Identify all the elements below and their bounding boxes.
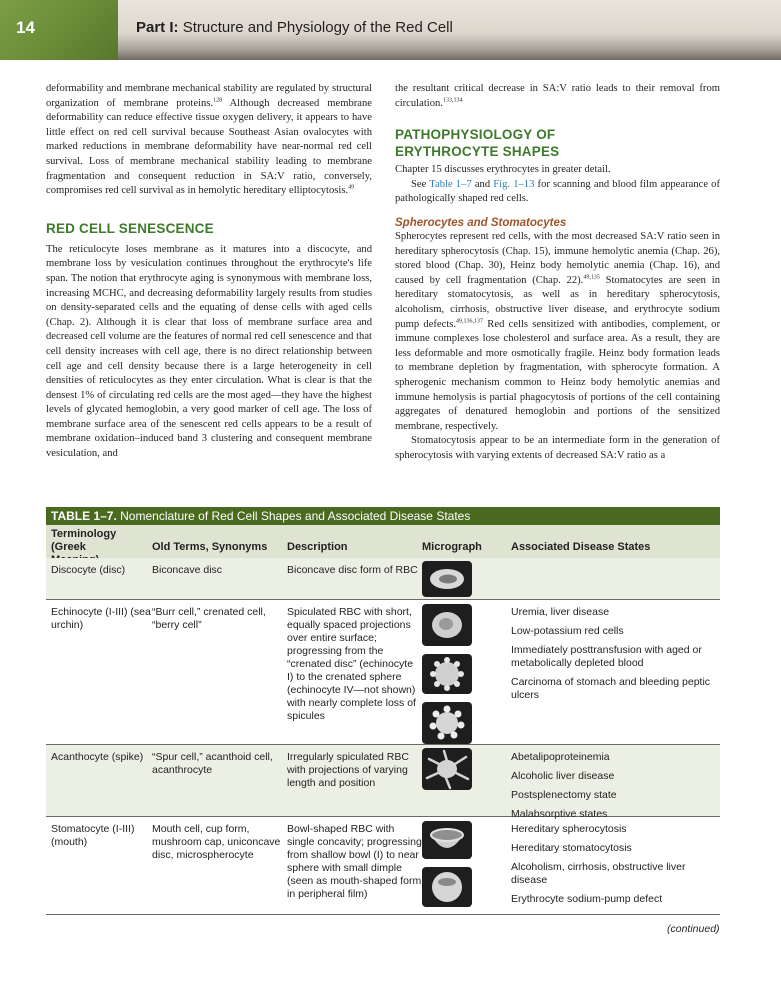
para-text: See — [411, 178, 430, 190]
disease-item: Carcinoma of stomach and bleeding peptic ulcers — [511, 676, 711, 701]
table-row — [46, 600, 720, 745]
discocyte-micrograph — [422, 561, 472, 597]
part-title: Structure and Physiology of the Red Cell — [182, 19, 453, 36]
figure-link[interactable]: Fig. 1–13 — [493, 178, 535, 190]
stomatocyte-micrograph — [422, 821, 472, 859]
para-text: Although decreased membrane deformability can reduce effective tissue oxygen delivery, it appears to have little effect on red cell survival because Southeast Asian ovalocytes with marked reductions in membrane deformability have near-normal red cell survival. Loss of membrane mechanical stability leading to membrane fragmentation and consequent reduction in SA:V ratio, conversely, compromises red cell survival as in hemolytic hereditary elliptocytosis. — [46, 97, 372, 197]
cell-term: Acanthocyte (spike) — [51, 751, 144, 763]
table-row — [46, 558, 720, 600]
para-text: Red cells sensitized with antibodies, complement, or immune complexes lose cholesterol and surface area. As a result, they are less deformable and more osmotically fragile. Heinz body formation leads to membrane depletion by fragmentation, with spherocyte formation. A spherogenic mechanism common to Heinz body hemolytic anemias and immune hemolysis is partial phagocytosis of portions of the cell containing aggregates of denatured hemoglobin and portions of the sensitized membrane, respectively. — [395, 318, 720, 432]
cell-micrograph — [422, 561, 508, 605]
disease-item: Abetalipoproteinemia — [511, 751, 610, 763]
cell-micrograph — [422, 604, 508, 752]
para-text: deformability and membrane mechanical stability are regulated by structural organization of membrane proteins. — [46, 83, 372, 109]
continued-text: (continued) — [667, 923, 720, 935]
left-column — [46, 82, 372, 462]
header-description: Description — [287, 541, 348, 553]
reference: 128 — [213, 97, 223, 104]
patho-paragraph-2 — [395, 178, 720, 207]
para-text: for scanning and blood film appearance of pathologically shaped red cells. — [395, 178, 720, 205]
pathophysiology-heading — [395, 126, 720, 160]
echinocyte-micrograph — [422, 702, 472, 744]
continued-note — [667, 923, 720, 935]
cell-synonyms: Mouth cell, cup form, mushroom cap, uniconcave disc, microspherocyte — [152, 823, 281, 861]
spherocytes-paragraph-2: Stomatocytosis appear to be an intermediate form in the generation of spherocytosis with varying extents of decreased SA:V ratio as a — [395, 435, 720, 461]
running-head-title — [136, 19, 453, 36]
disease-item: Postsplenectomy state — [511, 789, 617, 801]
cell-diseases — [511, 823, 716, 912]
reference: 49,135 — [583, 274, 600, 281]
cell-description: Biconcave disc form of RBC — [287, 564, 418, 576]
disease-item: Hereditary stomatocytosis — [511, 842, 632, 854]
stomatocyte-micrograph — [422, 867, 472, 907]
reference: 49 — [348, 184, 355, 191]
disease-item: Immediately posttransfusion with aged or metabolically depleted blood — [511, 644, 702, 669]
cell-term: Stomatocyte (I-III) (mouth) — [51, 823, 135, 848]
part-label: Part I: — [136, 19, 179, 36]
table-title-bar — [46, 507, 720, 525]
header-diseases: Associated Disease States — [511, 541, 651, 553]
cell-term: Discocyte (disc) — [51, 564, 126, 576]
senescence-heading: RED CELL SENESCENCE — [46, 220, 214, 236]
echinocyte-micrograph — [422, 654, 472, 694]
table-label: TABLE 1–7. — [51, 509, 117, 523]
senescence-paragraph: The reticulocyte loses membrane as it matures into a discocyte, and membrane loss by vesiculation continues throughout the erythrocyte's life span. The notion that erythrocyte aging is synonymous with membrane loss, increasing MCHC, and decreasing deformability largely results from studies on density-separated cells and the equating of dense cells with aged cells (Chap. 2). Although it is clear that loss of membrane surface area and decreased cell volume are the features of normal red cell senescence and that cell density increases with cell age, there is no direct relationship between cell age and cell density because there is a large heterogeneity in cell densities of reticulocytes as they enter circulation. What is clear is that the densest 1% of circulating red cells are the most aged—they have the highest levels of glycated hemoglobin, a very good marker of cell age. The loss of membrane surface area of the senescent red cells appears to be a result of membrane oxidation–induced band 3 clustering and consequent membrane vesiculation, and — [46, 243, 372, 460]
table-title: Nomenclature of Red Cell Shapes and Associated Disease States — [120, 509, 471, 523]
disease-item: Low-potassium red cells — [511, 625, 624, 637]
para-text: and — [471, 178, 494, 190]
cell-description: Spiculated RBC with short, equally spaced projections over entire surface; progressing from the “crenated disc” (echinocyte I) to the crenated sphere (echinocyte IV—not shown) with nearly complete loss of spicules — [287, 606, 416, 722]
echinocyte-micrograph — [422, 604, 472, 646]
cell-diseases — [511, 751, 716, 827]
reference: 49,136,137 — [456, 318, 484, 324]
para-text: the resultant critical decrease in SA:V ratio leads to their removal from circulation. — [395, 83, 720, 109]
cell-term: Echinocyte (I-III) (sea urchin) — [51, 606, 151, 631]
left-paragraph-1 — [46, 82, 372, 199]
header-text: (Greek — [51, 541, 86, 553]
page-number: 14 — [16, 18, 35, 37]
cell-synonyms: “Burr cell,” crenated cell, “berry cell” — [152, 606, 266, 631]
table-row — [46, 817, 720, 915]
cell-diseases — [511, 606, 716, 708]
header-text: Terminology — [51, 528, 117, 540]
cell-description: Bowl-shaped RBC with single concavity; progressing from shallow bowl (I) to near sphere with small dimple (seen as mouth-shaped form in peripheral film) — [287, 823, 422, 900]
table-row — [46, 745, 720, 820]
disease-item: Malabsorptive states — [511, 808, 608, 820]
disease-item: Hereditary spherocytosis — [511, 823, 627, 835]
disease-item: Alcoholic liver disease — [511, 770, 615, 782]
para-text: Spherocytes represent red cells, with the most decreased SA:V ratio seen in hereditary spherocytosis (Chap. 15), immune hemolytic anemia (Chap. 26), stored blood (Chap. 30), Heinz body hemolytic anemia (Chap. 16), and caused by cell fragmentation (Chap. 22). — [395, 230, 720, 286]
cell-description: Irregularly spiculated RBC with projections of varying length and position — [287, 751, 409, 789]
disease-item: Alcoholism, cirrhosis, obstructive liver disease — [511, 861, 686, 886]
disease-item: Uremia, liver disease — [511, 606, 610, 618]
header-synonyms: Old Terms, Synonyms — [152, 541, 268, 553]
table-1-7 — [46, 507, 720, 915]
cell-synonyms: Biconcave disc — [152, 564, 223, 576]
para-text: Stomatocytes are seen in hereditary stomatocytosis, as well as in hereditary spherocytosis, alcoholism, cirrhosis, obstructive liver disease, and erythrocyte sodium pump defects. — [395, 274, 720, 330]
table-link[interactable]: Table 1–7 — [429, 178, 472, 190]
spherocytes-paragraph-1 — [395, 230, 720, 434]
disease-item: Erythrocyte sodium-pump defect — [511, 893, 663, 905]
reference: 133,134 — [442, 97, 463, 104]
patho-paragraph-1: Chapter 15 discusses erythrocytes in greater detail. — [395, 164, 611, 176]
table-header-row — [46, 525, 720, 558]
right-column — [395, 82, 720, 463]
heading-line: PATHOPHYSIOLOGY OF — [395, 127, 556, 143]
cell-synonyms: “Spur cell,” acanthoid cell, acanthrocyte — [152, 751, 273, 776]
cell-micrograph — [422, 748, 508, 798]
acanthocyte-micrograph — [422, 748, 472, 790]
right-paragraph-1 — [395, 82, 720, 111]
spherocytes-heading: Spherocytes and Stomatocytes — [395, 216, 567, 229]
cell-micrograph — [422, 821, 508, 915]
heading-line: ERYTHROCYTE SHAPES — [395, 144, 560, 160]
header-micrograph: Micrograph — [422, 541, 482, 553]
